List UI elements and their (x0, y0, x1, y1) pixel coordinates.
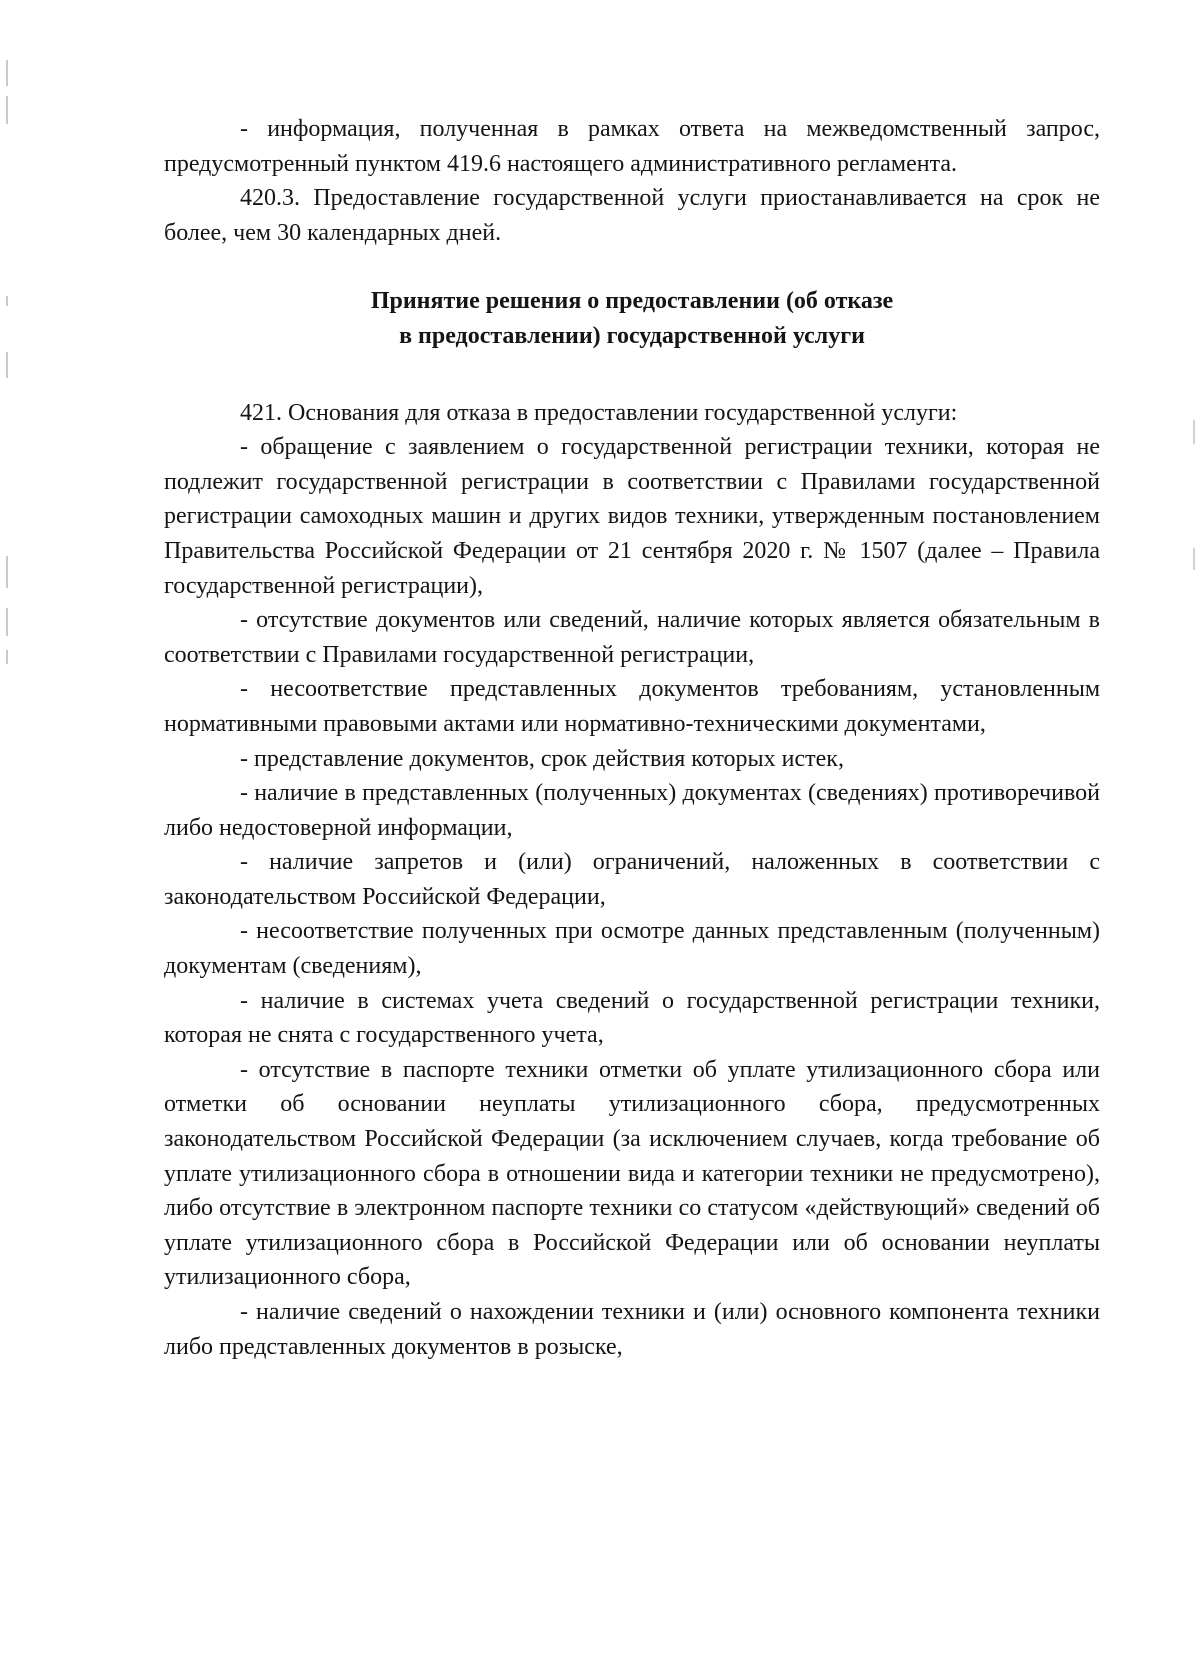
paragraph: 420.3. Предоставление государственной услуги приостанавливается на срок не более, чем 30 календарных дней. (164, 185, 1100, 246)
list-item: - отсутствие в паспорте техники отметки об уплате утилизационного сбора или отметки об основании неуплаты утилизационного сбора, предусмотренных законодательством Российской Федерации (за исключением случаев, когда требование об уплате утилизационного сбора в отношении вида и категории техники не предусмотрено), либо отсутствие в электронном паспорте техники со статусом «действующий» сведений об уплате утилизационного сбора в Российской Федерации или об основании неуплаты утилизационного сбора, (164, 1056, 1100, 1291)
scan-edge-mark (6, 608, 8, 636)
scan-edge-marks (6, 0, 12, 1656)
scan-edge-mark (6, 556, 8, 588)
list-item: - отсутствие документов или сведений, наличие которых является обязательным в соответствии с Правилами государственной регистрации, (164, 607, 1100, 668)
list-item: - обращение с заявлением о государственной регистрации техники, которая не подлежит государственной регистрации в соответствии с Правилами государственной регистрации самоходных машин и других видов техники, утвержденным постановлением Правительства Российской Федерации от 21 сентября 2020 г. № 1507 (далее – Правила государственной регистрации), (164, 434, 1100, 599)
scan-edge-mark (6, 296, 8, 306)
section-heading-line: Принятие решения о предоставлении (об отказе (370, 288, 894, 315)
list-item: - представление документов, срок действия которых истек, (240, 745, 844, 772)
paragraph: - информация, полученная в рамках ответа на межведомственный запрос, предусмотренный пунктом 419.6 настоящего административного регламента. (164, 116, 1100, 177)
list-item: - наличие в системах учета сведений о государственной регистрации техники, которая не снята с государственного учета, (164, 987, 1100, 1049)
scan-edge-mark (1193, 548, 1195, 570)
scan-edge-mark (6, 650, 8, 664)
scan-edge-mark (6, 96, 8, 124)
scan-edge-mark (6, 60, 8, 86)
list-item: - несоответствие представленных документов требованиям, установленным нормативными правовыми актами или нормативно-техническими документами, (164, 676, 1100, 737)
scan-edge-mark (6, 352, 8, 378)
list-item: - наличие сведений о нахождении техники и (или) основного компонента техники либо представленных документов в розыске, (164, 1299, 1100, 1360)
document-body (164, 112, 1100, 1364)
list-item: - несоответствие полученных при осмотре данных представленным (полученным) документам (сведениям), (164, 918, 1100, 980)
list-item: - наличие запретов и (или) ограничений, наложенных в соответствии с законодательством Российской Федерации, (164, 849, 1100, 910)
section-heading (164, 284, 1100, 353)
scan-edge-mark (1193, 420, 1195, 444)
paragraph: 421. Основания для отказа в предоставлении государственной услуги: (240, 399, 958, 426)
list-item: - наличие в представленных (полученных) документах (сведениях) противоречивой либо недостоверной информации, (164, 780, 1100, 841)
section-heading-line: в предоставлении) государственной услуги (399, 322, 865, 349)
